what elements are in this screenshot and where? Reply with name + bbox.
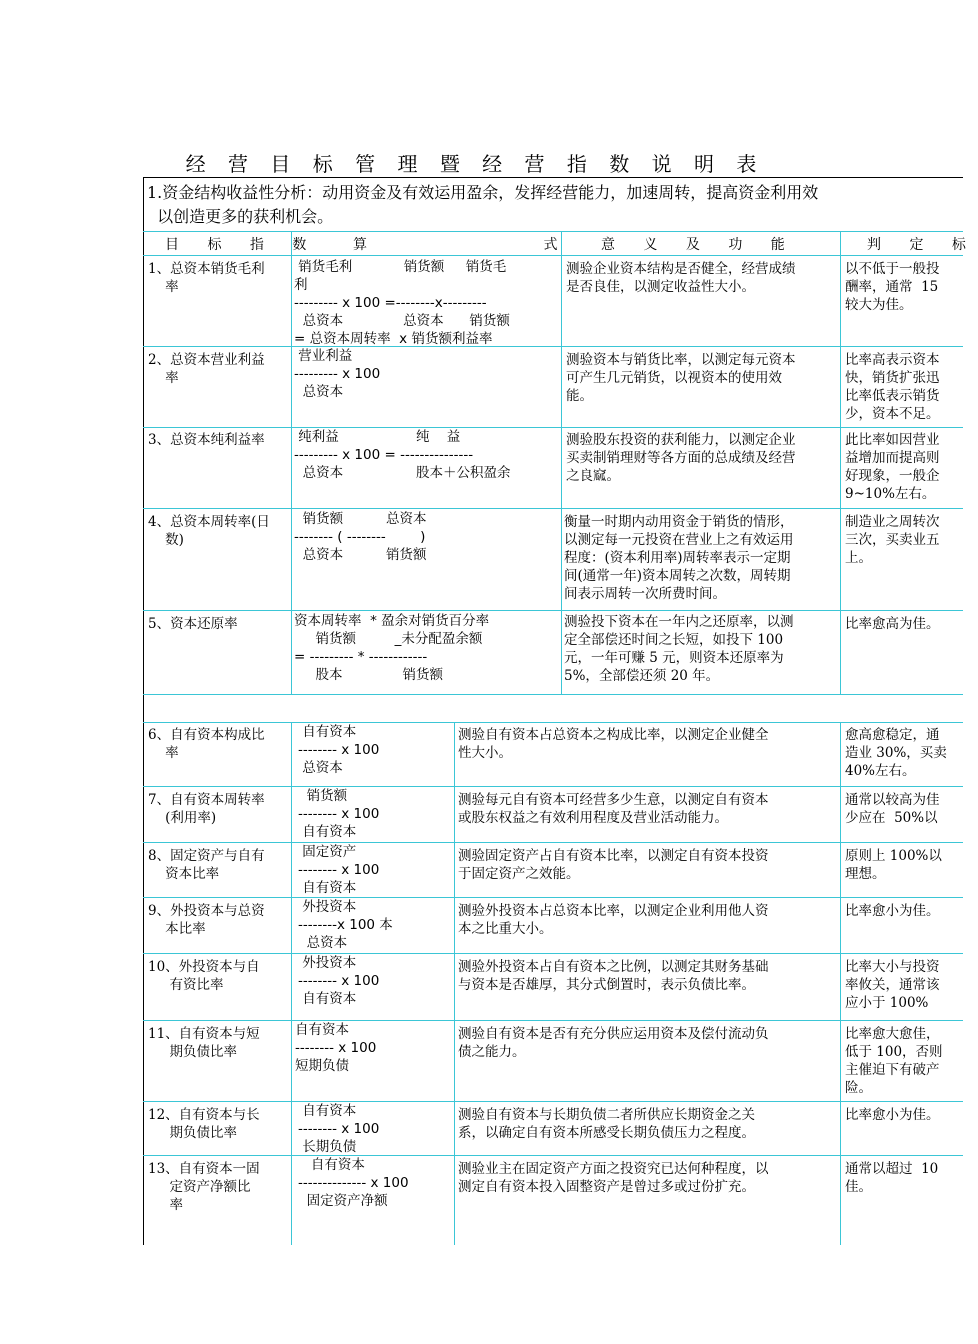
row-8-name: 8、固定资产与自有 资本比率 (148, 848, 265, 882)
row-7-name: 7、自有资本周转率 (利用率) (148, 792, 265, 826)
row-4-judge: 制造业之周转次 三次，买卖业五 上。 (845, 514, 940, 566)
row-10-judge: 比率大小与投资 率攸关，通常该 应小于 100% (845, 959, 940, 1011)
row-9-name: 9、外投资本与总资 本比率 (148, 903, 265, 937)
row-5-meaning: 测验投下资本在一年内之还原率，以测 定全部偿还时间之长短，如投下 100 元，一年可赚 5 元，则资本还原率为 5%，全部偿还须 20 年。 (564, 614, 794, 684)
row-11-name: 11、自有资本与短 期负债比率 (148, 1026, 260, 1060)
row-10-name: 10、外投资本与自 有资比率 (148, 959, 260, 993)
row-6-judge: 愈高愈稳定，通 造业 30%，买卖 40%左右。 (845, 727, 947, 779)
row-2-name: 2、总资本营业利益 率 (148, 352, 265, 386)
row-9-judge: 比率愈小为佳。 (845, 903, 940, 919)
row-5-judge: 比率愈高为佳。 (845, 616, 940, 632)
row-4-formula: 销货额 总资本 -------- ( -------- ) 总资本 销货额 (294, 511, 427, 563)
header-meaning: 意 义 及 功 能 (601, 237, 797, 253)
row-11-judge: 比率愈大愈佳， 低于 100，否则 主催迫下有破产 险。 (845, 1026, 943, 1096)
row-7-judge: 通常以较高为佳 少应在 50%以 (845, 792, 940, 826)
row-10-formula: 外投资本 -------- x 100 自有资本 (298, 955, 380, 1007)
row-3-judge: 此比率如因营业 益增加而提高则 好现象，一般企 9~10%左右。 (845, 432, 940, 502)
row-13-judge: 通常以超过 10 佳。 (845, 1161, 939, 1195)
row-13-formula: 自有资本 -------------- x 100 固定资产净额 (298, 1157, 409, 1209)
indicator-table (143, 177, 978, 1245)
row-10-meaning: 测验外投资本占自有资本之比例，以测定其财务基础 与资本是否雄厚，其分式倒置时，表示负债比率。 (458, 959, 769, 993)
row-11-formula: 自有资本 -------- x 100 短期负债 (295, 1022, 377, 1074)
row-12-judge: 比率愈小为佳。 (845, 1107, 940, 1123)
row-2-judge: 比率高表示资本 快，销货扩张迅 比率低表示销货 少，资本不足。 (845, 352, 940, 422)
row-5-formula: 资本周转率 * 盈余对销货百分率 销货额 _未分配盈余额 = --------- * ------------ 股本 销货额 (294, 613, 490, 683)
row-12-name: 12、自有资本与长 期负债比率 (148, 1107, 260, 1141)
row-13-meaning: 测验业主在固定资产方面之投资究已达何种程度，以 测定自有资本投入固整资产是曾过多或过份扩充。 (458, 1161, 769, 1195)
row-8-formula: 固定资产 -------- x 100 自有资本 (298, 844, 380, 896)
row-7-formula: 销货额 -------- x 100 自有资本 (298, 788, 380, 840)
row-3-meaning: 测验股东投资的获利能力，以测定企业 买卖制销理财等各方面的总成绩及经营 之良窳。 (566, 432, 796, 484)
row-5-name: 5、资本还原率 (148, 616, 238, 632)
row-6-meaning: 测验自有资本占总资本之构成比率，以测定企业健全 性大小。 (458, 727, 769, 761)
row-7-meaning: 测验每元自有资本可经营多少生意，以测定自有资本 或股东权益之有效利用程度及营业活动能力。 (458, 792, 769, 826)
row-6-name: 6、自有资本构成比 率 (148, 727, 265, 761)
row-12-meaning: 测验自有资本与长期负债二者所供应长期资金之关 系，以确定自有资本所感受长期负债压力之程度。 (458, 1107, 755, 1141)
section-heading: 1.资金结构收益性分析：动用资金及有效运用盈余，发挥经营能力，加速周转，提高资金利用效 以创造更多的获利机会。 (147, 183, 819, 226)
row-13-name: 13、自有资本一固 定资产净额比 率 (148, 1161, 260, 1213)
header-target: 目 标 指 数 (165, 237, 319, 253)
row-2-formula: 营业利益 --------- x 100 总资本 (294, 348, 381, 400)
row-9-formula: 外投资本 --------x 100 本 总资本 (298, 899, 393, 951)
row-4-meaning: 衡量一时期内动用资金于销货的情形， 以测定每一元投资在营业上之有效运用 程度：(资本利用率)周转率表示一定期 间(通常一年)资本周转之次数，周转期 间表示周转一次所费时间。 (564, 514, 794, 602)
row-1-meaning: 测验企业资本结构是否健全，经营成绩 是否良佳，以测定收益性大小。 (566, 261, 796, 295)
row-12-formula: 自有资本 -------- x 100 长期负债 (298, 1103, 380, 1155)
page-title: 经 营 目 标 管 理 暨 经 营 指 数 说 明 表 (185, 152, 765, 176)
row-8-meaning: 测验固定资产占自有资本比率，以测定自有资本投资 于固定资产之效能。 (458, 848, 769, 882)
row-3-formula: 纯利益 纯 益 --------- x 100 = --------------- 总资本 股本＋公积盈余 (294, 429, 511, 481)
row-4-name: 4、总资本周转率(日 数) (148, 514, 270, 548)
row-2-meaning: 测验资本与销货比率，以测定每元资本 可产生几元销货，以视资本的使用效 能。 (566, 352, 796, 404)
row-1-judge: 以不低于一般投 酬率，通常 15 较大为佳。 (845, 261, 940, 313)
row-1-name: 1、总资本销货毛利 率 (148, 261, 265, 295)
row-3-name: 3、总资本纯利益率 (148, 432, 265, 448)
header-judge: 判 定 标 (867, 237, 978, 253)
row-8-judge: 原则上 100%以 理想。 (845, 848, 942, 882)
row-11-meaning: 测验自有资本是否有充分供应运用资本及偿付流动负 债之能力。 (458, 1026, 769, 1060)
row-6-formula: 自有资本 -------- x 100 总资本 (298, 724, 380, 776)
row-1-formula: 销货毛利 销货额 销货毛 利 --------- x 100 =--------x--------- 总资本 总资本 销货额 = 总资本周转率 x 销货额利益率 (294, 259, 510, 347)
row-9-meaning: 测验外投资本占总资本比率，以测定企业利用他人资 本之比重大小。 (458, 903, 769, 937)
header-formula: 算 式 (353, 237, 570, 253)
